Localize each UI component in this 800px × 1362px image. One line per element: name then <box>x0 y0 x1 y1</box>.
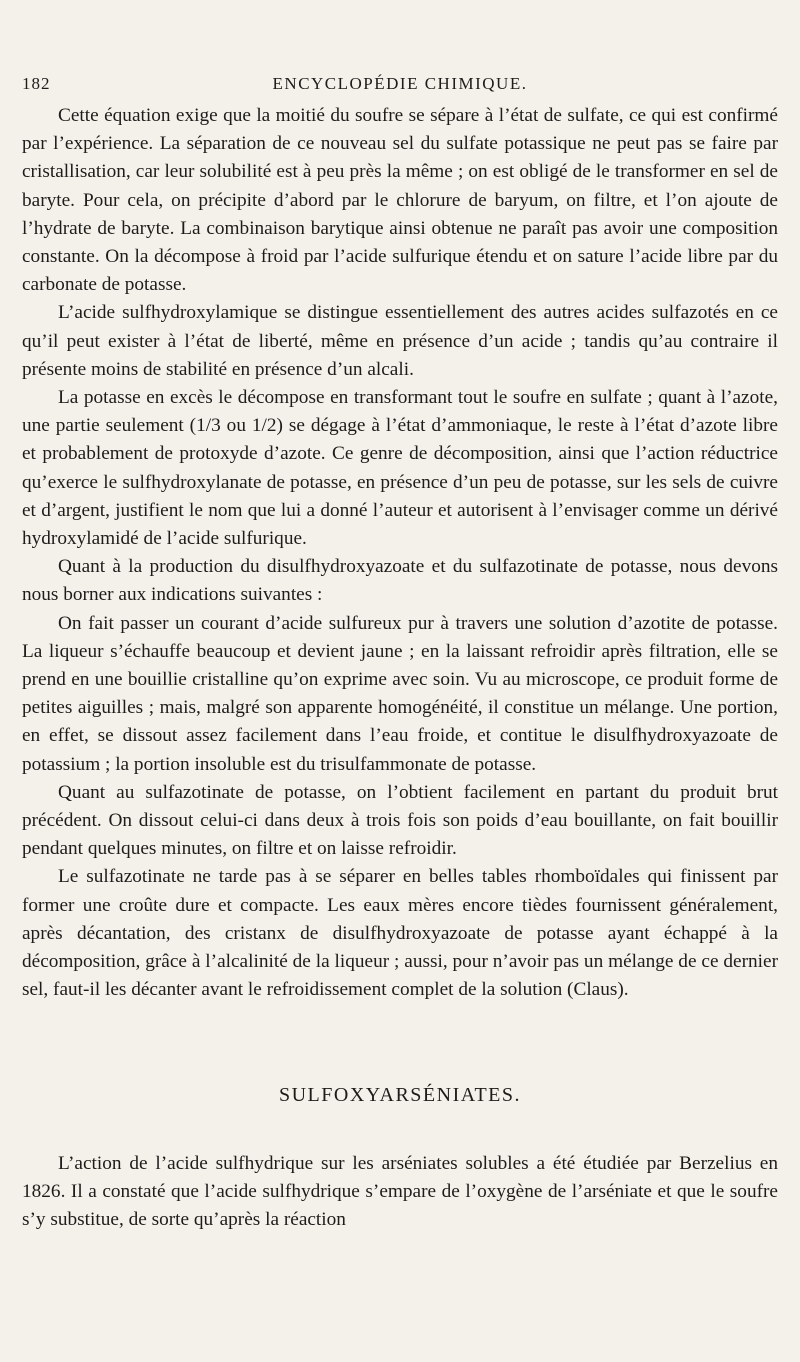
body-text <box>22 102 778 1005</box>
section-heading: SULFOXYARSÉNIATES. <box>278 1083 522 1106</box>
paragraph: La potasse en excès le décompose en transformant tout le soufre en sulfate ; quant à l’azote, une partie seulement (1/3 ou 1/2) se dégage à l’état d’ammoniaque, le reste à l’état d’azote libre et probablement de protoxyde d’azote. Ce genre de décomposition, ainsi que l’action réductrice qu’exerce le sulfhydroxylanate de potasse, en présence d’un peu de potasse, sur les sels de cuivre et d’argent, justifient le nom que lui a donné l’auteur et autorisent à l’envisager comme un dérivé hydroxylamidé de l’acide sulfurique. <box>22 387 778 550</box>
page-number: 182 <box>22 74 51 93</box>
paragraph: L’action de l’acide sulfhydrique sur les arséniates solubles a été étudiée par Berzelius en 1826. Il a constaté que l’acide sulfhydrique s’empare de l’oxygène de l’arséniate et que le soufre s’y substitue, de sorte qu’après la réaction <box>22 1152 778 1230</box>
running-header <box>22 70 778 100</box>
paragraph: Quant à la production du disulfhydroxyazoate et du sulfazotinate de potasse, nous devons nous borner aux indications suivantes : <box>22 556 778 606</box>
paragraph: Cette équation exige que la moitié du soufre se sépare à l’état de sulfate, ce qui est confirmé par l’expérience. La séparation de ce nouveau sel du sulfate potassique ne peut pas se faire par cristallisation, car leur solubilité est à peu près la même ; on est obligé de le transformer en sel de baryte. Pour cela, on précipite d’abord par le chlorure de baryum, on filtre, et l’on ajoute de l’hydrate de baryte. La combinaison barytique ainsi obtenue ne paraît pas avoir une composition constante. On la décompose à froid par l’acide sulfurique étendu et on sature l’acide libre par du carbonate de potasse. <box>22 105 778 296</box>
paragraph: Le sulfazotinate ne tarde pas à se séparer en belles tables rhomboïdales qui finissent par former une croûte dure et compacte. Les eaux mères encore tièdes fournissent généralement, après décantation, des cristanx de disulfhydroxyazoate de potasse ayant échappé à la décomposition, grâce à l’alcalinité de la liqueur ; aussi, pour n’avoir pas un mélange de ce dernier sel, faut-il les décanter avant le refroidissement complet de la solution (Claus). <box>22 866 778 1001</box>
paragraph: Quant au sulfazotinate de potasse, on l’obtient facilement en partant du produit brut précédent. On dissout celui-ci dans deux à trois fois son poids d’eau bouillante, on fait bouillir pendant quelques minutes, on filtre et on laisse refroidir. <box>22 781 778 860</box>
section-body <box>22 1150 778 1235</box>
paragraph: On fait passer un courant d’acide sulfureux pur à travers une solution d’azotite de potasse. La liqueur s’échauffe beaucoup et devient jaune ; en la laissant refroidir après filtration, elle se prend en une bouillie cristalline qu’on exprime avec soin. Vu au microscope, ce produit forme de petites aiguilles ; mais, malgré son apparente homogénéité, il constitue un mélange. Une portion, en effet, se dissout assez facilement dans l’eau froide, et contitue le disulfhydroxyazoate de potassium ; la portion insoluble est du trisulfammonate de potasse. <box>22 612 778 775</box>
book-page <box>22 70 778 1234</box>
running-title: ENCYCLOPÉDIE CHIMIQUE. <box>272 74 528 93</box>
paragraph: L’acide sulfhydroxylamique se distingue essentiellement des autres acides sulfazotés en ce qu’il peut exister à l’état de liberté, même en présence d’un acide ; tandis qu’au contraire il présente moins de stabilité en présence d’un alcali. <box>22 302 778 380</box>
